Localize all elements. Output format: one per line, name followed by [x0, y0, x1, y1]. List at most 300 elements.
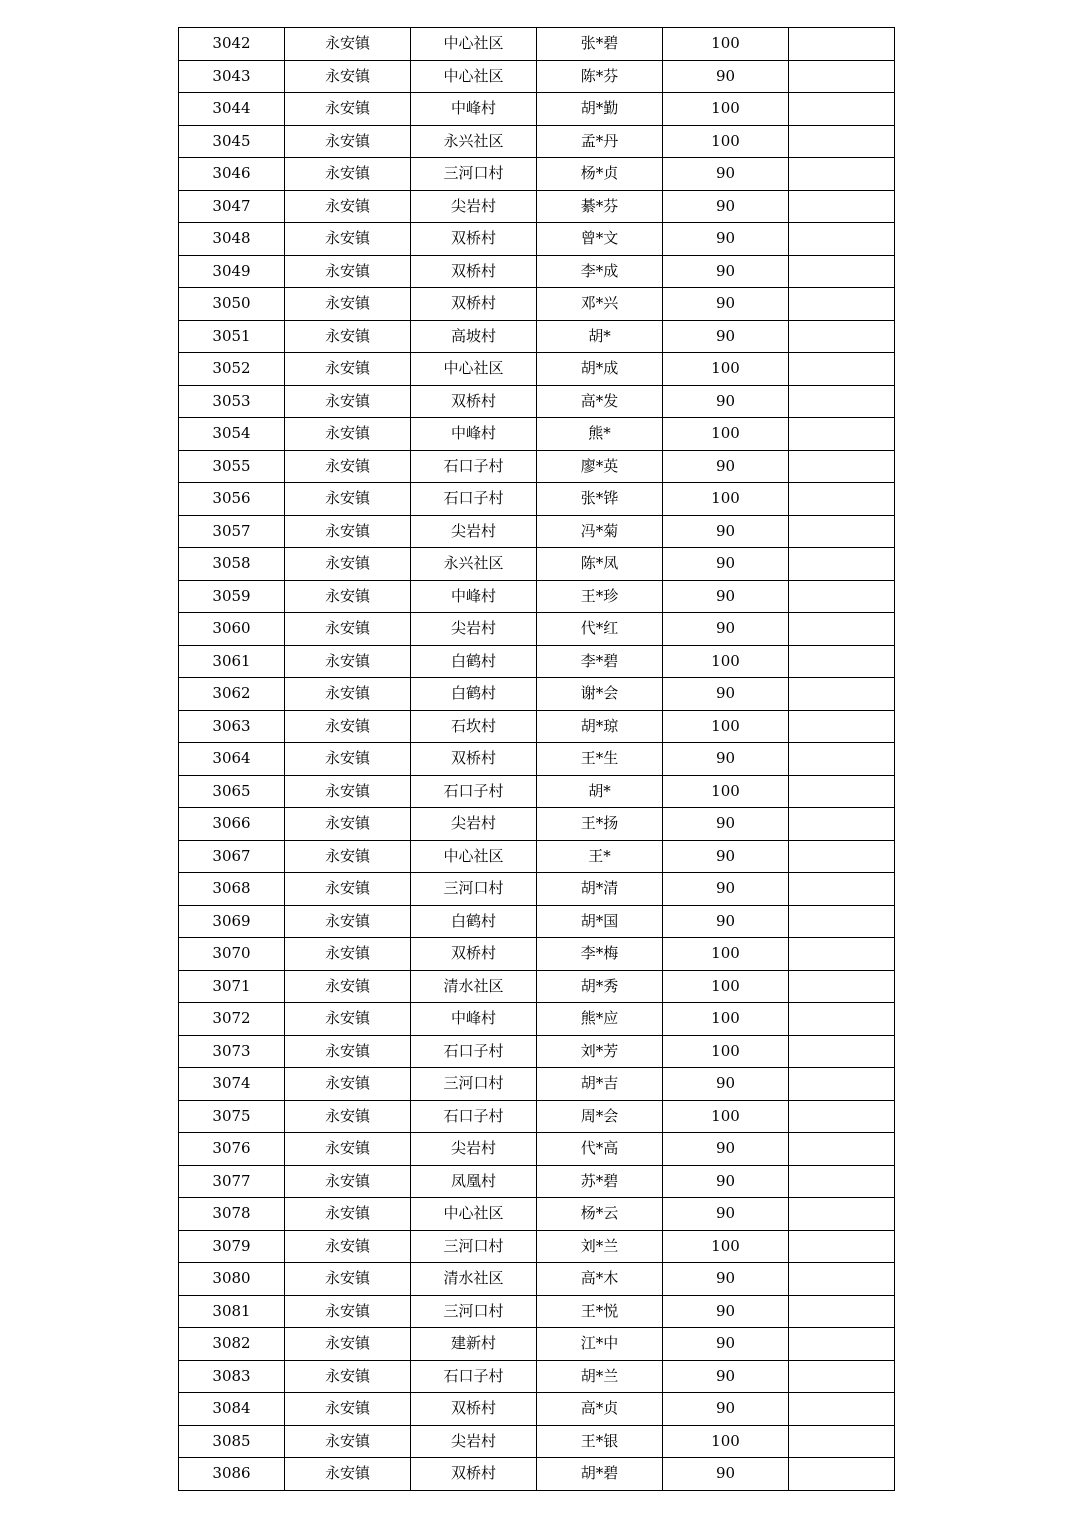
cell-seq-number: 3086	[179, 1458, 285, 1491]
cell-amount: 90	[663, 808, 789, 841]
table-row	[179, 60, 895, 93]
cell-town: 永安镇	[285, 808, 411, 841]
cell-amount: 90	[663, 1360, 789, 1393]
cell-person-name: 胡*吉	[537, 1068, 663, 1101]
cell-person-name: 胡*清	[537, 873, 663, 906]
table-row	[179, 1360, 895, 1393]
cell-village: 石口子村	[411, 1100, 537, 1133]
cell-note	[789, 710, 895, 743]
cell-seq-number: 3065	[179, 775, 285, 808]
cell-town: 永安镇	[285, 1133, 411, 1166]
cell-village: 双桥村	[411, 223, 537, 256]
table-row	[179, 93, 895, 126]
cell-amount: 90	[663, 1393, 789, 1426]
cell-town: 永安镇	[285, 483, 411, 516]
cell-town: 永安镇	[285, 1425, 411, 1458]
table-body	[179, 28, 895, 1491]
cell-seq-number: 3060	[179, 613, 285, 646]
table-row	[179, 1165, 895, 1198]
table-row	[179, 808, 895, 841]
cell-village: 白鹤村	[411, 905, 537, 938]
table-row	[179, 1328, 895, 1361]
cell-note	[789, 678, 895, 711]
cell-seq-number: 3075	[179, 1100, 285, 1133]
table-row	[179, 710, 895, 743]
cell-note	[789, 93, 895, 126]
table-row	[179, 1003, 895, 1036]
cell-town: 永安镇	[285, 320, 411, 353]
table-row	[179, 548, 895, 581]
cell-town: 永安镇	[285, 873, 411, 906]
cell-amount: 90	[663, 1133, 789, 1166]
cell-amount: 100	[663, 93, 789, 126]
cell-village: 石口子村	[411, 483, 537, 516]
cell-seq-number: 3046	[179, 158, 285, 191]
cell-amount: 90	[663, 613, 789, 646]
cell-village: 中心社区	[411, 1198, 537, 1231]
cell-amount: 100	[663, 1003, 789, 1036]
cell-person-name: 王*生	[537, 743, 663, 776]
cell-seq-number: 3069	[179, 905, 285, 938]
cell-town: 永安镇	[285, 1458, 411, 1491]
cell-note	[789, 1295, 895, 1328]
cell-note	[789, 60, 895, 93]
cell-note	[789, 515, 895, 548]
cell-person-name: 李*梅	[537, 938, 663, 971]
table-row	[179, 1230, 895, 1263]
cell-person-name: 王*	[537, 840, 663, 873]
cell-person-name: 高*贞	[537, 1393, 663, 1426]
cell-amount: 90	[663, 515, 789, 548]
cell-note	[789, 483, 895, 516]
cell-note	[789, 223, 895, 256]
cell-village: 双桥村	[411, 1393, 537, 1426]
cell-note	[789, 775, 895, 808]
cell-person-name: 张*铧	[537, 483, 663, 516]
cell-village: 白鹤村	[411, 678, 537, 711]
cell-seq-number: 3052	[179, 353, 285, 386]
cell-person-name: 李*碧	[537, 645, 663, 678]
cell-town: 永安镇	[285, 775, 411, 808]
cell-village: 中心社区	[411, 840, 537, 873]
table-row	[179, 288, 895, 321]
cell-village: 三河口村	[411, 158, 537, 191]
cell-amount: 90	[663, 840, 789, 873]
cell-seq-number: 3044	[179, 93, 285, 126]
cell-person-name: 胡*琼	[537, 710, 663, 743]
cell-seq-number: 3059	[179, 580, 285, 613]
cell-seq-number: 3064	[179, 743, 285, 776]
cell-seq-number: 3062	[179, 678, 285, 711]
cell-amount: 100	[663, 125, 789, 158]
cell-seq-number: 3054	[179, 418, 285, 451]
cell-person-name: 綦*芬	[537, 190, 663, 223]
cell-amount: 100	[663, 645, 789, 678]
cell-person-name: 王*银	[537, 1425, 663, 1458]
table-row	[179, 1100, 895, 1133]
cell-seq-number: 3074	[179, 1068, 285, 1101]
cell-seq-number: 3045	[179, 125, 285, 158]
cell-amount: 90	[663, 905, 789, 938]
cell-village: 石口子村	[411, 1360, 537, 1393]
cell-seq-number: 3050	[179, 288, 285, 321]
cell-town: 永安镇	[285, 158, 411, 191]
cell-person-name: 胡*	[537, 320, 663, 353]
cell-amount: 100	[663, 28, 789, 61]
cell-note	[789, 288, 895, 321]
cell-seq-number: 3056	[179, 483, 285, 516]
cell-person-name: 张*碧	[537, 28, 663, 61]
cell-village: 三河口村	[411, 1068, 537, 1101]
cell-note	[789, 873, 895, 906]
cell-amount: 90	[663, 1198, 789, 1231]
cell-town: 永安镇	[285, 353, 411, 386]
cell-person-name: 王*悦	[537, 1295, 663, 1328]
table-row	[179, 353, 895, 386]
cell-person-name: 曾*文	[537, 223, 663, 256]
cell-person-name: 王*扬	[537, 808, 663, 841]
cell-town: 永安镇	[285, 645, 411, 678]
cell-amount: 90	[663, 678, 789, 711]
table-row	[179, 320, 895, 353]
cell-seq-number: 3085	[179, 1425, 285, 1458]
cell-village: 尖岩村	[411, 1133, 537, 1166]
cell-note	[789, 580, 895, 613]
cell-person-name: 冯*菊	[537, 515, 663, 548]
cell-amount: 90	[663, 1165, 789, 1198]
cell-amount: 100	[663, 1035, 789, 1068]
cell-seq-number: 3067	[179, 840, 285, 873]
cell-village: 双桥村	[411, 1458, 537, 1491]
cell-person-name: 李*成	[537, 255, 663, 288]
table-row	[179, 28, 895, 61]
cell-seq-number: 3053	[179, 385, 285, 418]
cell-person-name: 高*发	[537, 385, 663, 418]
cell-amount: 90	[663, 60, 789, 93]
cell-note	[789, 1360, 895, 1393]
table-row	[179, 450, 895, 483]
cell-village: 建新村	[411, 1328, 537, 1361]
table-row	[179, 515, 895, 548]
cell-town: 永安镇	[285, 60, 411, 93]
table-row	[179, 1393, 895, 1426]
cell-amount: 90	[663, 580, 789, 613]
cell-village: 清水社区	[411, 970, 537, 1003]
cell-village: 中峰村	[411, 580, 537, 613]
cell-town: 永安镇	[285, 840, 411, 873]
cell-village: 双桥村	[411, 255, 537, 288]
cell-seq-number: 3084	[179, 1393, 285, 1426]
cell-note	[789, 1328, 895, 1361]
cell-seq-number: 3049	[179, 255, 285, 288]
cell-town: 永安镇	[285, 938, 411, 971]
cell-village: 三河口村	[411, 1230, 537, 1263]
cell-town: 永安镇	[285, 515, 411, 548]
table-row	[179, 1198, 895, 1231]
cell-note	[789, 190, 895, 223]
cell-town: 永安镇	[285, 743, 411, 776]
cell-town: 永安镇	[285, 1263, 411, 1296]
cell-amount: 100	[663, 483, 789, 516]
cell-town: 永安镇	[285, 190, 411, 223]
cell-village: 尖岩村	[411, 1425, 537, 1458]
cell-village: 石坎村	[411, 710, 537, 743]
cell-village: 尖岩村	[411, 613, 537, 646]
cell-note	[789, 548, 895, 581]
cell-note	[789, 385, 895, 418]
table-row	[179, 840, 895, 873]
table-row	[179, 1263, 895, 1296]
cell-amount: 100	[663, 418, 789, 451]
cell-amount: 100	[663, 1100, 789, 1133]
cell-town: 永安镇	[285, 1198, 411, 1231]
cell-village: 双桥村	[411, 385, 537, 418]
table-row	[179, 1035, 895, 1068]
cell-village: 三河口村	[411, 873, 537, 906]
cell-person-name: 谢*会	[537, 678, 663, 711]
cell-note	[789, 1068, 895, 1101]
cell-note	[789, 1003, 895, 1036]
cell-seq-number: 3061	[179, 645, 285, 678]
cell-note	[789, 28, 895, 61]
cell-person-name: 王*珍	[537, 580, 663, 613]
table-row	[179, 418, 895, 451]
table-row	[179, 1425, 895, 1458]
table-row	[179, 1133, 895, 1166]
cell-note	[789, 1458, 895, 1491]
cell-seq-number: 3073	[179, 1035, 285, 1068]
cell-note	[789, 320, 895, 353]
cell-note	[789, 1393, 895, 1426]
cell-village: 清水社区	[411, 1263, 537, 1296]
cell-amount: 100	[663, 353, 789, 386]
cell-amount: 90	[663, 320, 789, 353]
cell-note	[789, 808, 895, 841]
cell-seq-number: 3058	[179, 548, 285, 581]
cell-seq-number: 3077	[179, 1165, 285, 1198]
cell-amount: 90	[663, 190, 789, 223]
cell-note	[789, 1425, 895, 1458]
cell-person-name: 胡*碧	[537, 1458, 663, 1491]
cell-amount: 90	[663, 743, 789, 776]
table-row	[179, 775, 895, 808]
cell-person-name: 胡*国	[537, 905, 663, 938]
cell-village: 石口子村	[411, 1035, 537, 1068]
cell-amount: 90	[663, 1068, 789, 1101]
cell-amount: 100	[663, 970, 789, 1003]
cell-town: 永安镇	[285, 1003, 411, 1036]
cell-seq-number: 3072	[179, 1003, 285, 1036]
cell-seq-number: 3066	[179, 808, 285, 841]
cell-note	[789, 255, 895, 288]
table-row	[179, 190, 895, 223]
cell-note	[789, 1035, 895, 1068]
cell-town: 永安镇	[285, 1165, 411, 1198]
table-row	[179, 223, 895, 256]
cell-seq-number: 3042	[179, 28, 285, 61]
table-row	[179, 1295, 895, 1328]
cell-town: 永安镇	[285, 288, 411, 321]
cell-village: 石口子村	[411, 775, 537, 808]
cell-amount: 90	[663, 288, 789, 321]
cell-town: 永安镇	[285, 450, 411, 483]
cell-town: 永安镇	[285, 1295, 411, 1328]
cell-note	[789, 840, 895, 873]
cell-town: 永安镇	[285, 93, 411, 126]
cell-note	[789, 418, 895, 451]
cell-village: 永兴社区	[411, 548, 537, 581]
cell-village: 双桥村	[411, 743, 537, 776]
cell-village: 中心社区	[411, 28, 537, 61]
cell-village: 中心社区	[411, 60, 537, 93]
cell-note	[789, 1100, 895, 1133]
table-row	[179, 873, 895, 906]
cell-amount: 100	[663, 775, 789, 808]
table-row	[179, 125, 895, 158]
cell-village: 石口子村	[411, 450, 537, 483]
cell-seq-number: 3083	[179, 1360, 285, 1393]
cell-town: 永安镇	[285, 580, 411, 613]
cell-person-name: 杨*贞	[537, 158, 663, 191]
cell-note	[789, 353, 895, 386]
cell-note	[789, 743, 895, 776]
table-row	[179, 938, 895, 971]
cell-person-name: 杨*云	[537, 1198, 663, 1231]
cell-village: 三河口村	[411, 1295, 537, 1328]
cell-note	[789, 450, 895, 483]
table-row	[179, 255, 895, 288]
cell-person-name: 胡*秀	[537, 970, 663, 1003]
cell-person-name: 苏*碧	[537, 1165, 663, 1198]
cell-town: 永安镇	[285, 418, 411, 451]
cell-town: 永安镇	[285, 710, 411, 743]
cell-amount: 90	[663, 548, 789, 581]
cell-seq-number: 3063	[179, 710, 285, 743]
cell-person-name: 孟*丹	[537, 125, 663, 158]
cell-note	[789, 1263, 895, 1296]
table-row	[179, 970, 895, 1003]
cell-amount: 100	[663, 1230, 789, 1263]
table-row	[179, 385, 895, 418]
roster-table	[178, 27, 895, 1491]
cell-person-name: 熊*应	[537, 1003, 663, 1036]
cell-village: 中峰村	[411, 93, 537, 126]
table-row	[179, 678, 895, 711]
cell-person-name: 刘*兰	[537, 1230, 663, 1263]
table-row	[179, 905, 895, 938]
table-row	[179, 1458, 895, 1491]
cell-town: 永安镇	[285, 1100, 411, 1133]
cell-village: 尖岩村	[411, 190, 537, 223]
cell-village: 中峰村	[411, 418, 537, 451]
table-row	[179, 743, 895, 776]
cell-village: 中心社区	[411, 353, 537, 386]
cell-seq-number: 3076	[179, 1133, 285, 1166]
cell-village: 尖岩村	[411, 808, 537, 841]
cell-town: 永安镇	[285, 548, 411, 581]
table-row	[179, 158, 895, 191]
cell-town: 永安镇	[285, 678, 411, 711]
cell-person-name: 陈*芬	[537, 60, 663, 93]
cell-person-name: 陈*凤	[537, 548, 663, 581]
cell-amount: 90	[663, 255, 789, 288]
cell-seq-number: 3057	[179, 515, 285, 548]
cell-note	[789, 613, 895, 646]
cell-note	[789, 125, 895, 158]
table-row	[179, 645, 895, 678]
cell-amount: 90	[663, 158, 789, 191]
cell-town: 永安镇	[285, 223, 411, 256]
cell-person-name: 邓*兴	[537, 288, 663, 321]
cell-seq-number: 3078	[179, 1198, 285, 1231]
cell-person-name: 周*会	[537, 1100, 663, 1133]
cell-note	[789, 1133, 895, 1166]
cell-person-name: 胡*	[537, 775, 663, 808]
cell-town: 永安镇	[285, 1393, 411, 1426]
cell-amount: 90	[663, 1263, 789, 1296]
cell-note	[789, 1198, 895, 1231]
cell-person-name: 胡*兰	[537, 1360, 663, 1393]
cell-amount: 90	[663, 873, 789, 906]
cell-person-name: 代*高	[537, 1133, 663, 1166]
cell-amount: 90	[663, 1295, 789, 1328]
cell-amount: 100	[663, 938, 789, 971]
cell-town: 永安镇	[285, 1035, 411, 1068]
cell-amount: 90	[663, 385, 789, 418]
cell-seq-number: 3081	[179, 1295, 285, 1328]
table-row	[179, 580, 895, 613]
cell-seq-number: 3070	[179, 938, 285, 971]
cell-seq-number: 3071	[179, 970, 285, 1003]
cell-seq-number: 3055	[179, 450, 285, 483]
cell-village: 永兴社区	[411, 125, 537, 158]
cell-note	[789, 905, 895, 938]
cell-note	[789, 938, 895, 971]
cell-village: 双桥村	[411, 938, 537, 971]
table-row	[179, 613, 895, 646]
cell-town: 永安镇	[285, 1230, 411, 1263]
cell-note	[789, 970, 895, 1003]
cell-seq-number: 3079	[179, 1230, 285, 1263]
cell-seq-number: 3048	[179, 223, 285, 256]
cell-person-name: 熊*	[537, 418, 663, 451]
cell-seq-number: 3082	[179, 1328, 285, 1361]
cell-seq-number: 3047	[179, 190, 285, 223]
cell-town: 永安镇	[285, 1360, 411, 1393]
table-row	[179, 483, 895, 516]
cell-town: 永安镇	[285, 1068, 411, 1101]
cell-town: 永安镇	[285, 28, 411, 61]
cell-amount: 90	[663, 1458, 789, 1491]
cell-seq-number: 3051	[179, 320, 285, 353]
cell-amount: 100	[663, 710, 789, 743]
cell-amount: 90	[663, 1328, 789, 1361]
cell-village: 凤凰村	[411, 1165, 537, 1198]
cell-town: 永安镇	[285, 385, 411, 418]
cell-person-name: 胡*成	[537, 353, 663, 386]
cell-seq-number: 3068	[179, 873, 285, 906]
cell-village: 白鹤村	[411, 645, 537, 678]
cell-person-name: 江*中	[537, 1328, 663, 1361]
cell-village: 尖岩村	[411, 515, 537, 548]
cell-person-name: 代*红	[537, 613, 663, 646]
cell-town: 永安镇	[285, 125, 411, 158]
cell-seq-number: 3043	[179, 60, 285, 93]
cell-village: 高坡村	[411, 320, 537, 353]
cell-person-name: 高*木	[537, 1263, 663, 1296]
cell-village: 双桥村	[411, 288, 537, 321]
cell-town: 永安镇	[285, 970, 411, 1003]
